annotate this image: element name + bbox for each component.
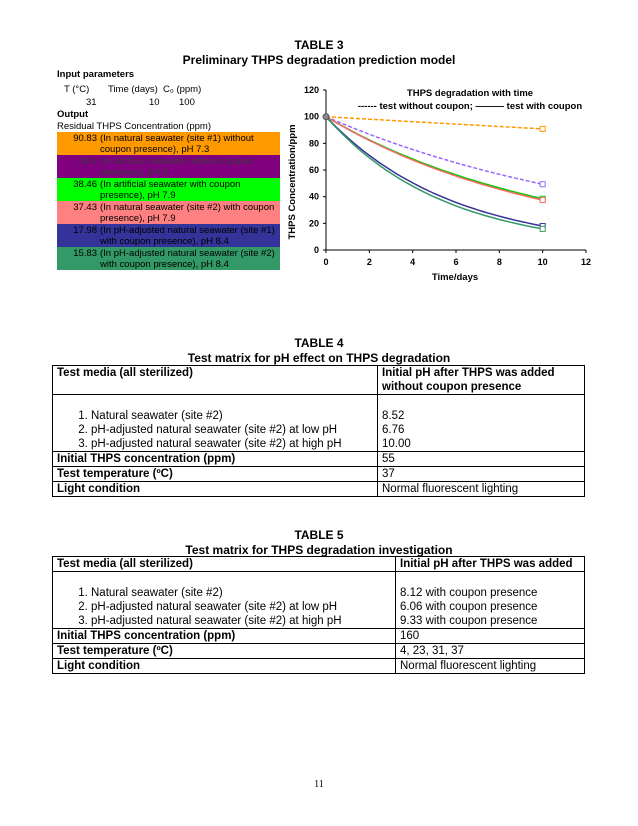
x-tick-label: 0 [323, 257, 329, 267]
table4-ph-value: 10.00 [382, 438, 411, 450]
y-tick-label: 120 [303, 85, 319, 95]
table4 [52, 365, 585, 497]
chart-y-axis-label: THPS Concentration/ppm [287, 124, 298, 240]
table5-ph-cell [396, 572, 585, 629]
table5-light-label: Light condition [53, 659, 396, 674]
table5-media-item: 3. pH-adjusted natural seawater (site #2) at high pH [91, 614, 391, 628]
y-tick-label: 20 [308, 218, 319, 229]
y-tick-label: 100 [303, 111, 319, 122]
table5-media-item: 2. pH-adjusted natural seawater (site #2) at low pH [91, 600, 391, 614]
series-line [326, 117, 543, 200]
table3-subtitle: Preliminary THPS degradation prediction model [182, 53, 456, 67]
table4-media-item: 3. pH-adjusted natural seawater (site #2) at high pH [91, 437, 373, 451]
table5-media-cell [53, 572, 396, 629]
residual-output-row [57, 155, 280, 178]
table4-media-cell [53, 395, 378, 452]
residual-value: 15.83 [73, 248, 97, 259]
table4-temp-value: 37 [378, 467, 585, 482]
table5-ph-value: 6.06 with coupon presence [400, 601, 538, 613]
table4-light-value: Normal fluorescent lighting [378, 482, 585, 497]
series-end-marker [540, 198, 545, 203]
table5-header-media: Test media (all sterilized) [53, 557, 396, 572]
chart-x-axis-label: Time/days [431, 272, 479, 283]
residual-description: (In pH-adjusted natural seawater (site #2) with coupon presence), pH 8.4 [100, 248, 275, 270]
degradation-chart [283, 80, 603, 290]
residual-description: (In natural seawater (site #2) with coupon presence), pH 7.9 [100, 202, 275, 224]
table4-conc-label: Initial THPS concentration (ppm) [53, 452, 378, 467]
table4-ph-value: 8.52 [382, 410, 405, 422]
param-c0-label: C₀ (ppm) [163, 84, 202, 95]
table3-title: TABLE 3 [294, 38, 344, 52]
table4-media-item: 1. Natural seawater (site #2) [91, 409, 373, 423]
table5 [52, 556, 585, 674]
residual-output-row [57, 247, 280, 270]
table5-conc-label: Initial THPS concentration (ppm) [53, 629, 396, 644]
output-label: Output [57, 109, 89, 120]
table5-ph-value: 8.12 with coupon presence [400, 587, 538, 599]
table5-conc-value: 160 [396, 629, 585, 644]
x-tick-label: 6 [453, 257, 459, 267]
param-t-value: 31 [86, 97, 97, 108]
table5-temp-label: Test temperature (ºC) [53, 644, 396, 659]
series-end-marker [540, 226, 545, 231]
input-parameters-label: Input parameters [57, 69, 135, 80]
y-tick-label: 60 [308, 165, 319, 175]
param-c0-value: 100 [179, 97, 195, 108]
residual-output-row [57, 224, 280, 247]
series-line [326, 117, 543, 199]
x-tick-label: 8 [496, 257, 502, 267]
series-line [326, 117, 543, 226]
table4-temp-label: Test temperature (ºC) [53, 467, 378, 482]
y-tick-label: 0 [313, 245, 319, 255]
chart-series [323, 114, 545, 232]
table4-subtitle: Test matrix for pH effect on THPS degradation [187, 351, 451, 365]
x-tick-label: 12 [580, 257, 592, 267]
series-end-marker [540, 126, 545, 131]
series-end-marker [540, 182, 545, 187]
chart-axes [304, 85, 591, 267]
series-start-point [323, 114, 329, 120]
residual-value: 37.43 [73, 202, 97, 213]
residual-description: (In pH-adjusted natural seawater (site #1) with coupon presence), pH 8.4 [100, 225, 275, 247]
series-line [326, 117, 543, 185]
series-line [326, 117, 543, 129]
residual-description: (In natural seawater (site #1) without coupon presence), pH 7.3 [100, 133, 254, 155]
table4-ph-cell [378, 395, 585, 452]
residual-value: 49.3 [78, 156, 97, 167]
x-tick-label: 2 [366, 257, 372, 267]
table4-light-label: Light condition [53, 482, 378, 497]
residual-value: 17.98 [73, 225, 97, 236]
residual-output-row [57, 201, 280, 224]
x-tick-label: 10 [537, 257, 548, 267]
x-tick-label: 4 [410, 257, 416, 267]
table5-ph-value: 9.33 with coupon presence [400, 615, 538, 627]
table5-media-item: 1. Natural seawater (site #2) [91, 586, 391, 600]
table5-light-value: Normal fluorescent lighting [396, 659, 585, 674]
y-tick-label: 80 [308, 138, 319, 149]
table4-title: TABLE 4 [294, 336, 344, 350]
residual-description: (In artificial seawater with coupon presence), pH 7.9 [100, 179, 241, 201]
residual-value: 90.83 [73, 133, 97, 144]
table5-title: TABLE 5 [294, 528, 344, 542]
residual-label: Residual THPS Concentration (ppm) [57, 121, 212, 132]
table5-header-ph: Initial pH after THPS was added [396, 557, 585, 572]
residual-output-row [57, 178, 280, 201]
page-number: 11 [314, 779, 324, 790]
residual-value: 38.46 [73, 179, 97, 190]
table4-header-ph: Initial pH after THPS was added without coupon presence [378, 366, 585, 395]
param-time-value: 10 [149, 97, 160, 108]
residual-output-row [57, 132, 280, 155]
table4-ph-value: 6.76 [382, 424, 405, 436]
param-time-label: Time (days) [108, 84, 158, 95]
table4-header-media: Test media (all sterilized) [53, 366, 378, 395]
table4-media-item: 2. pH-adjusted natural seawater (site #2) at low pH [91, 423, 373, 437]
y-tick-label: 40 [308, 191, 319, 202]
residual-description: (In artificial seawater without coupon presence), pH 8 [100, 156, 254, 178]
param-t-label: T (°C) [64, 84, 90, 95]
chart-legend: ------ test without coupon; ——— test with coupon [357, 101, 583, 112]
table5-subtitle: Test matrix for THPS degradation investigation [185, 543, 453, 557]
chart-title: THPS degradation with time [406, 88, 534, 99]
table5-temp-value: 4, 23, 31, 37 [396, 644, 585, 659]
series-line [326, 117, 543, 229]
table4-conc-value: 55 [378, 452, 585, 467]
